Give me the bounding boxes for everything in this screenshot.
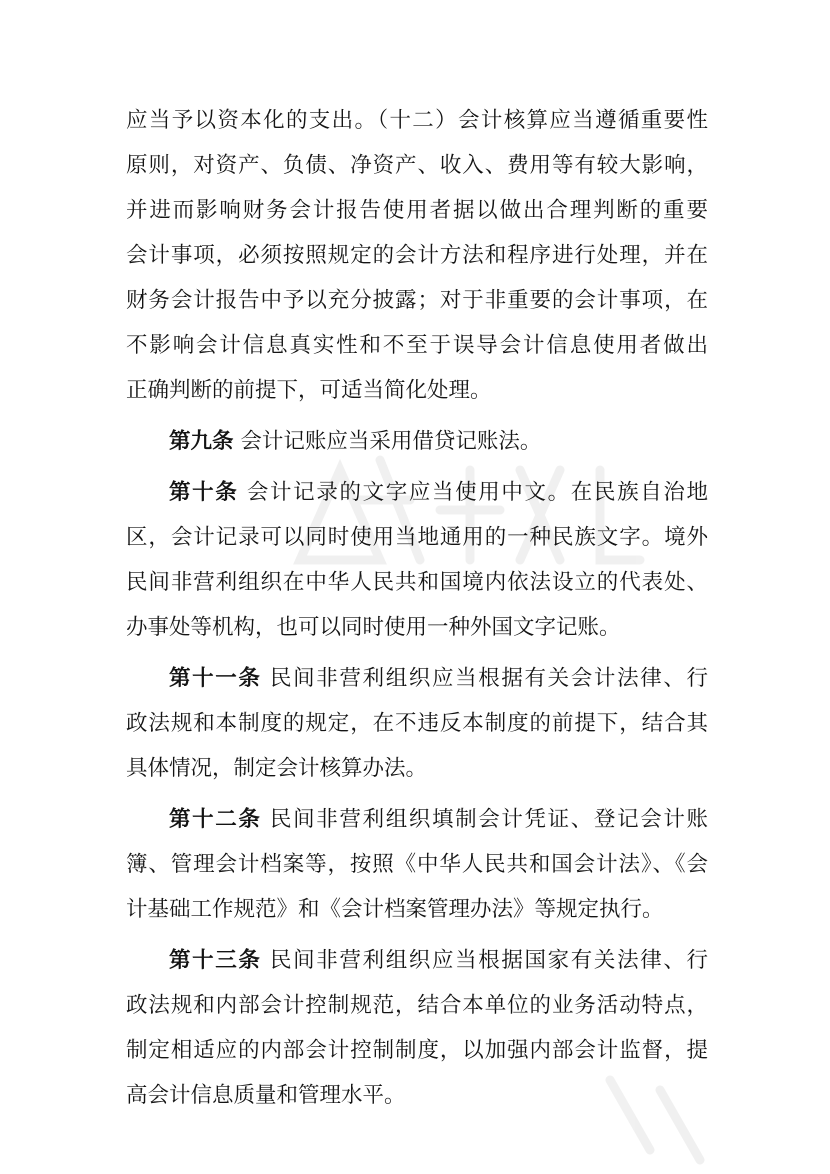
text-line: 不影响会计信息真实性和不至于误导会计信息使用者做出 [126,333,708,358]
text-line [126,797,708,842]
article-text: 民间非营利组织填制会计凭证、登记会计账 [270,807,708,832]
text-line: 簿、管理会计档案等，按照《中华人民共和国会计法》、《会 [126,852,708,877]
article-11 [126,656,708,791]
article-heading: 第十条 [169,480,239,505]
text-line: 民间非营利组织在中华人民共和国境内依法设立的代表处、 [126,570,708,595]
text-line: 并进而影响财务会计报告使用者据以做出合理判断的重要 [126,198,708,223]
article-12 [126,797,708,932]
text-line [126,656,708,701]
text-line: 办事处等机构，也可以同时使用一种外国文字记账。 [126,615,621,640]
article-heading: 第九条 [169,429,234,454]
document-body [126,98,708,1118]
article-13 [126,938,708,1118]
article-text: 会计记账应当采用借贷记账法。 [240,429,542,454]
text-line: 高会计信息质量和管理水平。 [126,1083,406,1108]
paragraph-continuation [126,98,708,413]
text-line: 政法规和本制度的规定，在不违反本制度的前提下，结合其 [126,711,708,736]
article-heading: 第十三条 [169,948,262,973]
article-heading: 第十一条 [169,666,262,691]
text-line: 制定相适应的内部会计控制制度，以加强内部会计监督，提 [126,1038,708,1063]
text-line: 会计事项，必须按照规定的会计方法和程序进行处理，并在 [126,243,708,268]
article-heading: 第十二条 [169,807,262,832]
text-line: 正确判断的前提下，可适当简化处理。 [126,378,492,403]
article-9 [126,419,708,464]
article-10 [126,470,708,650]
text-line: 财务会计报告中予以充分披露；对于非重要的会计事项，在 [126,288,708,313]
text-line: 区，会计记录可以同时使用当地通用的一种民族文字。境外 [126,525,708,550]
article-text: 民间非营利组织应当根据有关会计法律、行 [270,666,708,691]
text-line [126,470,708,515]
text-line: 应当予以资本化的支出。（十二）会计核算应当遵循重要性 [126,108,708,133]
article-text: 会计记录的文字应当使用中文。在民族自治地 [246,480,708,505]
text-line [126,419,708,464]
text-line [126,938,708,983]
text-line: 原则，对资产、负债、净资产、收入、费用等有较大影响， [126,153,708,178]
text-line: 政法规和内部会计控制规范，结合本单位的业务活动特点， [126,993,708,1018]
text-line: 具体情况，制定会计核算办法。 [126,756,428,781]
article-text: 民间非营利组织应当根据国家有关法律、行 [270,948,708,973]
text-line: 计基础工作规范》和《会计档案管理办法》等规定执行。 [126,897,664,922]
